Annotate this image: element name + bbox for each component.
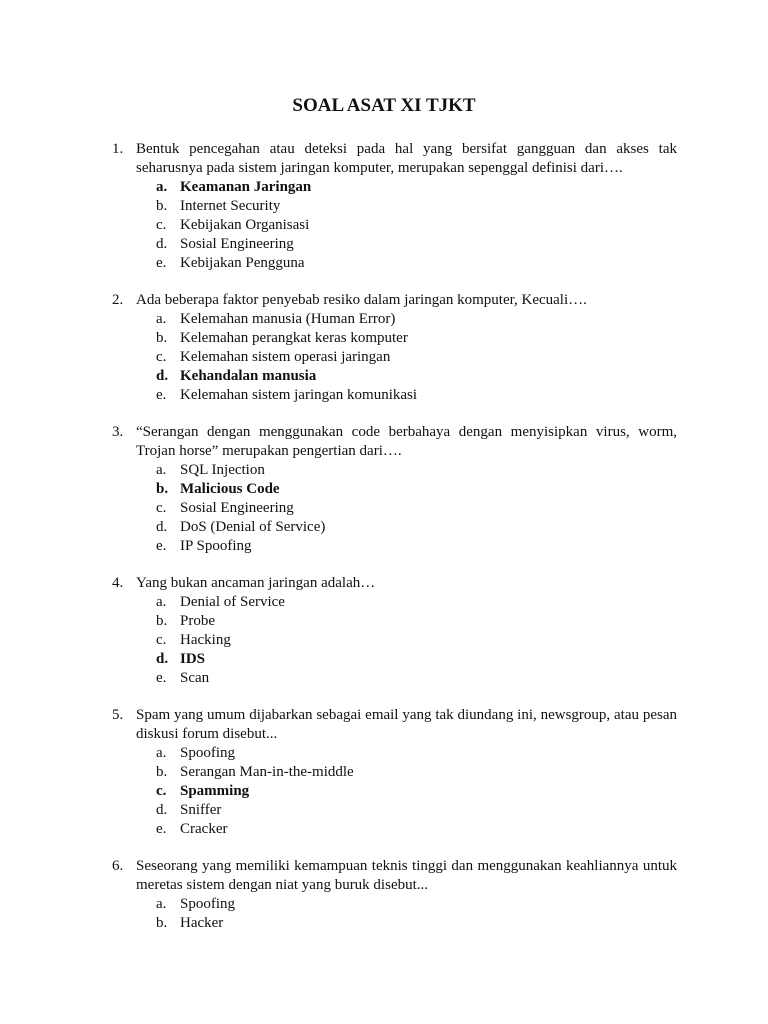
option-text: Kebijakan Organisasi: [180, 217, 310, 233]
option-d: [156, 650, 677, 669]
option-letter: d.: [156, 802, 168, 818]
option-letter: c.: [156, 217, 167, 233]
option-a: [156, 744, 677, 763]
question-2: [112, 291, 677, 405]
option-c: [156, 216, 677, 235]
question-number: 1.: [112, 141, 124, 157]
option-letter: a.: [156, 311, 167, 327]
option-text: DoS (Denial of Service): [180, 519, 326, 535]
option-list: [112, 178, 677, 273]
question-5: [112, 706, 677, 839]
option-list: [112, 461, 677, 556]
option-letter: d.: [156, 368, 169, 384]
option-list: [112, 593, 677, 688]
option-list: [112, 744, 677, 839]
option-text: Sosial Engineering: [180, 500, 294, 516]
question-number: 5.: [112, 707, 124, 723]
option-letter: d.: [156, 651, 169, 667]
option-text: Denial of Service: [180, 594, 285, 610]
option-b: [156, 763, 677, 782]
option-d: [156, 235, 677, 254]
option-e: [156, 386, 677, 405]
question-text: Seseorang yang memiliki kemampuan teknis tinggi dan menggunakan keahliannya untuk meretas sistem dengan niat yang buruk disebut...: [136, 858, 677, 893]
option-a: [156, 178, 677, 197]
option-text: IDS: [180, 651, 206, 667]
option-c: [156, 499, 677, 518]
option-letter: d.: [156, 236, 168, 252]
question-text: Ada beberapa faktor penyebab resiko dalam jaringan komputer, Kecuali….: [136, 292, 587, 308]
option-text: Spamming: [180, 783, 250, 799]
option-c: [156, 348, 677, 367]
option-e: [156, 537, 677, 556]
question-text: Bentuk pencegahan atau deteksi pada hal yang bersifat gangguan dan akses tak seharusnya pada sistem jaringan komputer, merupakan sepenggal definisi dari….: [136, 141, 677, 176]
option-text: Keamanan Jaringan: [180, 179, 312, 195]
question-text: Yang bukan ancaman jaringan adalah…: [136, 575, 376, 591]
option-letter: b.: [156, 330, 168, 346]
option-b: [156, 329, 677, 348]
option-text: Kelemahan sistem operasi jaringan: [180, 349, 391, 365]
question-6: [112, 857, 677, 933]
option-text: Hacking: [180, 632, 231, 648]
option-letter: e.: [156, 387, 167, 403]
question-number: 3.: [112, 424, 124, 440]
option-c: [156, 631, 677, 650]
option-e: [156, 669, 677, 688]
option-text: Internet Security: [180, 198, 281, 214]
option-letter: c.: [156, 349, 167, 365]
option-text: IP Spoofing: [180, 538, 252, 554]
option-list: [112, 310, 677, 405]
question-list: [112, 140, 677, 951]
option-letter: d.: [156, 519, 168, 535]
option-text: Kebijakan Pengguna: [180, 255, 305, 271]
option-a: [156, 461, 677, 480]
option-letter: c.: [156, 500, 167, 516]
option-e: [156, 820, 677, 839]
question-text: “Serangan dengan menggunakan code berbahaya dengan menyisipkan virus, worm, Trojan horse” merupakan pengertian dari….: [136, 424, 677, 459]
option-text: Kelemahan perangkat keras komputer: [180, 330, 408, 346]
option-letter: a.: [156, 745, 167, 761]
option-text: Kelemahan manusia (Human Error): [180, 311, 396, 327]
option-text: Probe: [180, 613, 215, 629]
option-text: Sosial Engineering: [180, 236, 294, 252]
option-e: [156, 254, 677, 273]
question-number: 6.: [112, 858, 124, 874]
question-1: [112, 140, 677, 273]
option-d: [156, 801, 677, 820]
option-text: Malicious Code: [180, 481, 280, 497]
option-text: Sniffer: [180, 802, 222, 818]
option-text: Serangan Man-in-the-middle: [180, 764, 354, 780]
question-number: 4.: [112, 575, 124, 591]
option-letter: a.: [156, 462, 167, 478]
option-text: Kelemahan sistem jaringan komunikasi: [180, 387, 418, 403]
question-3: [112, 423, 677, 556]
option-letter: b.: [156, 764, 168, 780]
question-text: Spam yang umum dijabarkan sebagai email yang tak diundang ini, newsgroup, atau pesan diskusi forum disebut...: [136, 707, 677, 742]
option-letter: a.: [156, 179, 168, 195]
question-4: [112, 574, 677, 688]
option-a: [156, 593, 677, 612]
option-text: Cracker: [180, 821, 228, 837]
option-letter: b.: [156, 198, 168, 214]
option-letter: b.: [156, 481, 169, 497]
option-text: Spoofing: [180, 745, 236, 761]
option-letter: c.: [156, 783, 167, 799]
option-letter: e.: [156, 538, 167, 554]
option-b: [156, 612, 677, 631]
option-text: Hacker: [180, 915, 224, 931]
option-text: Kehandalan manusia: [180, 368, 317, 384]
option-letter: e.: [156, 821, 167, 837]
option-letter: c.: [156, 632, 167, 648]
question-number: 2.: [112, 292, 124, 308]
option-letter: a.: [156, 594, 167, 610]
option-list: [112, 895, 677, 933]
option-d: [156, 367, 677, 386]
document-title: SOAL ASAT XI TJKT: [292, 95, 476, 116]
option-a: [156, 310, 677, 329]
option-a: [156, 895, 677, 914]
option-b: [156, 480, 677, 499]
option-letter: b.: [156, 915, 168, 931]
option-letter: e.: [156, 255, 167, 271]
option-letter: b.: [156, 613, 168, 629]
option-letter: a.: [156, 896, 167, 912]
option-letter: e.: [156, 670, 167, 686]
option-d: [156, 518, 677, 537]
option-text: SQL Injection: [180, 462, 265, 478]
option-c: [156, 782, 677, 801]
option-text: Scan: [180, 670, 210, 686]
option-text: Spoofing: [180, 896, 236, 912]
option-b: [156, 197, 677, 216]
option-b: [156, 914, 677, 933]
